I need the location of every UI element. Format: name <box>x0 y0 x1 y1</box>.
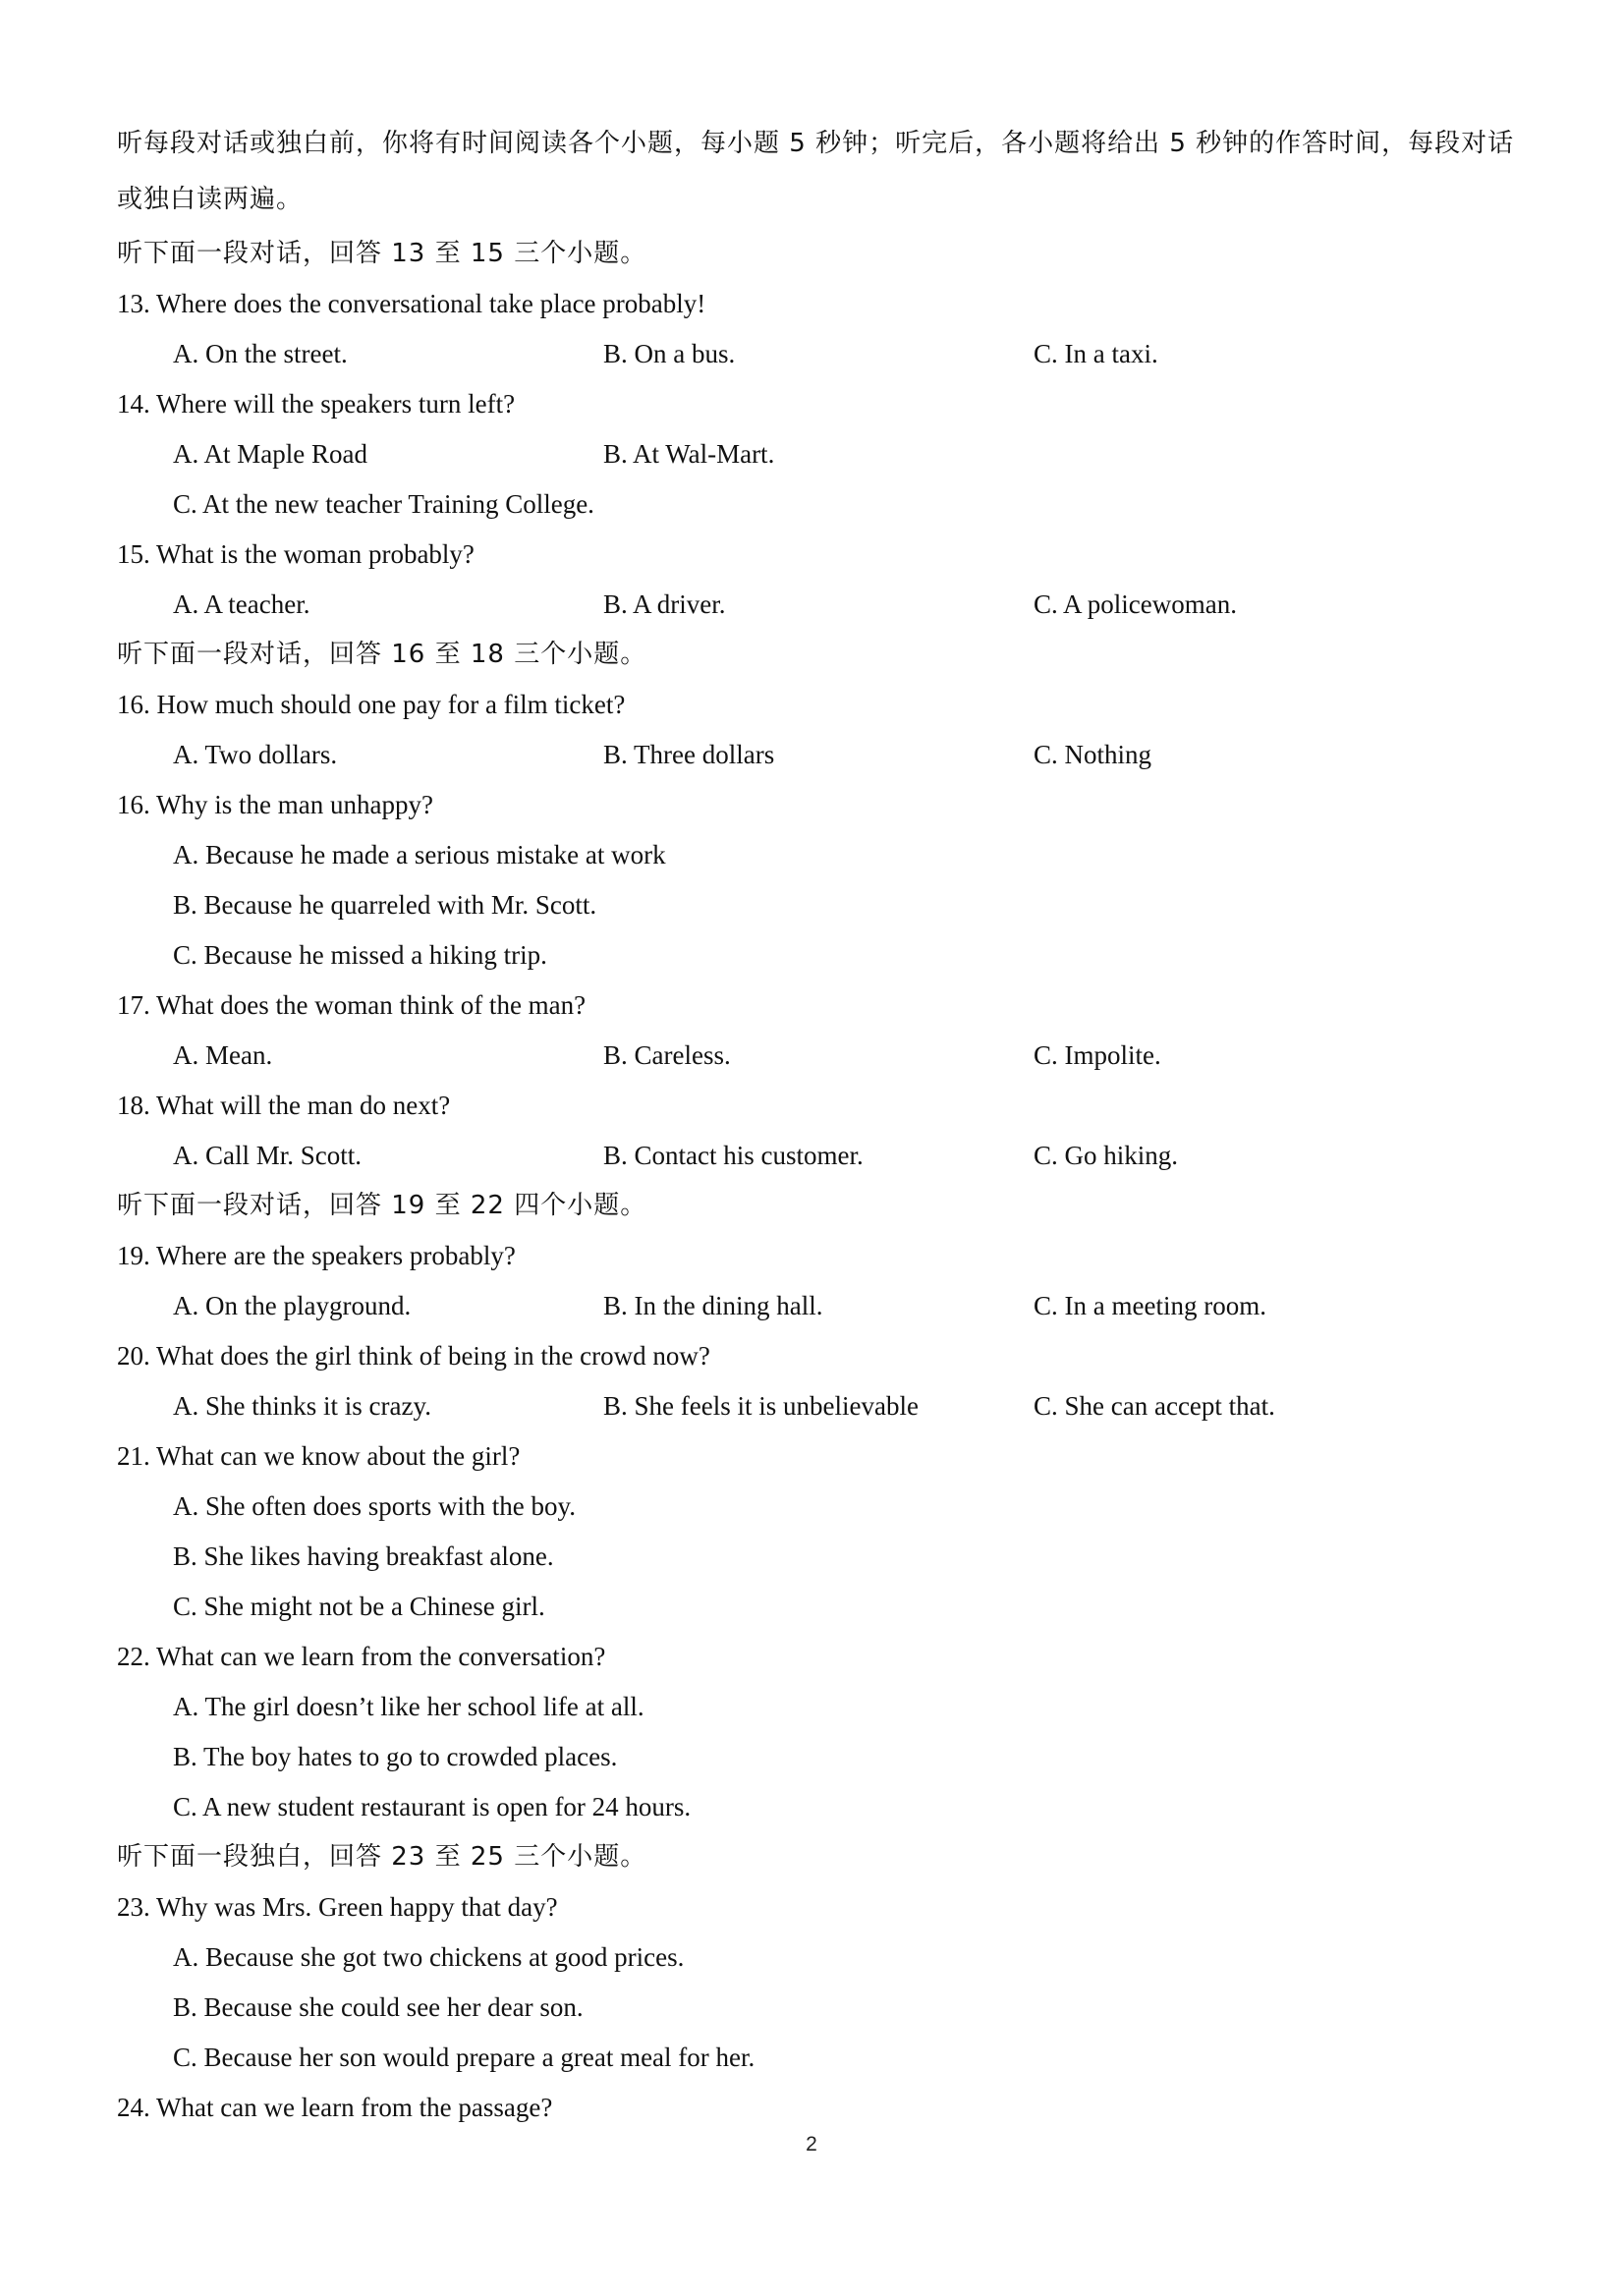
options-row <box>117 829 1532 879</box>
options-row <box>117 579 1532 629</box>
options-row <box>117 929 1532 980</box>
answer-option: A. Because he made a serious mistake at work <box>173 839 666 869</box>
answer-option: B. She likes having breakfast alone. <box>173 1540 554 1571</box>
question-text: 18. What will the man do next? <box>117 1090 451 1120</box>
options-row <box>117 1581 1532 1631</box>
question-text: 22. What can we learn from the conversation? <box>117 1641 606 1671</box>
answer-option: C. She might not be a Chinese girl. <box>173 1591 545 1621</box>
instructions-paragraph: 听每段对话或独白前，你将有时间阅读各个小题，每小题 5 秒钟；听完后，各小题将给出 5 秒钟的作答时间，每段对话或独白读两遍。 <box>117 129 1515 214</box>
question-text: 16. How much should one pay for a film ticket? <box>117 689 626 719</box>
answer-option: C. At the new teacher Training College. <box>173 488 594 519</box>
question-text: 14. Where will the speakers turn left? <box>117 388 516 419</box>
answer-option: B. Three dollars <box>603 739 775 769</box>
question-text: 17. What does the woman think of the man? <box>117 989 587 1020</box>
page-number: 2 <box>806 2133 817 2156</box>
options-row <box>117 1731 1532 1781</box>
answer-option: A. The girl doesn’t like her school life at all. <box>173 1691 644 1721</box>
question-text: 13. Where does the conversational take place probably! <box>117 288 706 318</box>
options-row <box>117 328 1532 378</box>
options-row <box>117 478 1532 529</box>
options-row <box>117 1781 1532 1831</box>
answer-option: B. The boy hates to go to crowded places. <box>173 1741 618 1771</box>
answer-option: B. In the dining hall. <box>603 1290 823 1320</box>
answer-option: B. She feels it is unbelievable <box>603 1390 919 1421</box>
question-text: 16. Why is the man unhappy? <box>117 789 433 819</box>
answer-option: C. She can accept that. <box>1034 1390 1275 1421</box>
options-row <box>117 1681 1532 1731</box>
options-row <box>117 1030 1532 1080</box>
answer-option: B. Because he quarreled with Mr. Scott. <box>173 889 597 920</box>
answer-option: C. A policewoman. <box>1034 588 1237 619</box>
answer-option: B. A driver. <box>603 588 726 619</box>
answer-option: B. Careless. <box>603 1039 731 1070</box>
section-heading: 听下面一段对话，回答 19 至 22 四个小题。 <box>117 1190 647 1220</box>
answer-option: A. Two dollars. <box>173 739 338 769</box>
answer-option: B. At Wal-Mart. <box>603 438 775 469</box>
question-text: 24. What can we learn from the passage? <box>117 2092 553 2122</box>
question-text: 21. What can we know about the girl? <box>117 1440 521 1471</box>
question-text: 20. What does the girl think of being in the crowd now? <box>117 1340 710 1371</box>
options-row <box>117 1380 1532 1430</box>
options-row <box>117 1280 1532 1330</box>
options-row <box>117 879 1532 929</box>
answer-option: C. In a taxi. <box>1034 338 1158 368</box>
answer-option: A. She thinks it is crazy. <box>173 1390 431 1421</box>
answer-option: B. Because she could see her dear son. <box>173 1991 584 2022</box>
answer-option: A. At Maple Road <box>173 438 367 469</box>
answer-option: A. Mean. <box>173 1039 273 1070</box>
question-text: 19. Where are the speakers probably? <box>117 1240 516 1270</box>
options-row <box>117 1932 1532 1982</box>
answer-option: A. Call Mr. Scott. <box>173 1140 363 1170</box>
answer-option: C. Go hiking. <box>1034 1140 1179 1170</box>
options-row <box>117 428 1532 478</box>
options-row <box>117 1982 1532 2032</box>
answer-option: A. On the street. <box>173 338 348 368</box>
question-text: 23. Why was Mrs. Green happy that day? <box>117 1891 558 1922</box>
options-row <box>117 1130 1532 1180</box>
options-row <box>117 2032 1532 2082</box>
options-row <box>117 729 1532 779</box>
answer-option: C. In a meeting room. <box>1034 1290 1266 1320</box>
answer-option: C. Because her son would prepare a great meal for her. <box>173 2042 756 2072</box>
answer-option: A. On the playground. <box>173 1290 412 1320</box>
options-row <box>117 1481 1532 1531</box>
question-text: 15. What is the woman probably? <box>117 538 475 569</box>
options-row <box>117 1531 1532 1581</box>
listening-section <box>117 116 1532 2132</box>
answer-option: B. Contact his customer. <box>603 1140 864 1170</box>
answer-option: C. Because he missed a hiking trip. <box>173 939 547 970</box>
answer-option: C. Impolite. <box>1034 1039 1161 1070</box>
answer-option: B. On a bus. <box>603 338 736 368</box>
section-heading: 听下面一段对话，回答 13 至 15 三个小题。 <box>117 238 647 268</box>
answer-option: A. A teacher. <box>173 588 310 619</box>
answer-option: A. She often does sports with the boy. <box>173 1490 576 1521</box>
section-heading: 听下面一段独白，回答 23 至 25 三个小题。 <box>117 1841 647 1872</box>
section-heading: 听下面一段对话，回答 16 至 18 三个小题。 <box>117 639 647 669</box>
answer-option: A. Because she got two chickens at good prices. <box>173 1941 685 1972</box>
answer-option: C. Nothing <box>1034 739 1152 769</box>
answer-option: C. A new student restaurant is open for 24 hours. <box>173 1791 692 1821</box>
